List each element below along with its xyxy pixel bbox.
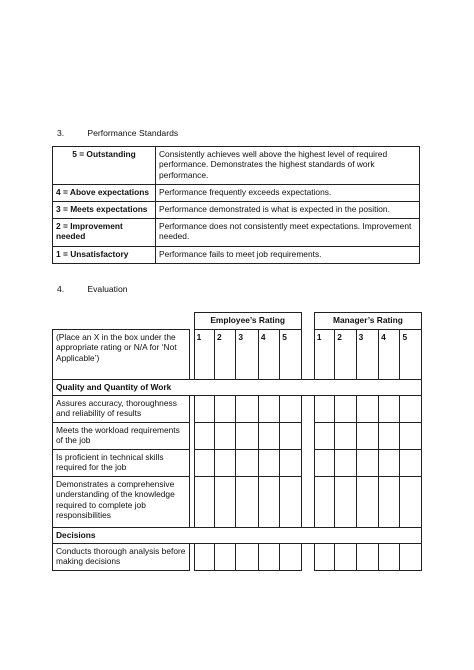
table-row [53,477,422,528]
section-3-heading [57,128,178,138]
rating-number: 5 [280,330,301,380]
section-number: 4. [57,284,65,294]
rating-cell[interactable] [194,450,214,477]
table-row [53,544,422,571]
rating-cell[interactable] [379,477,400,528]
section-header-row [53,528,422,544]
rating-cell[interactable] [258,423,279,450]
rating-cell[interactable] [356,396,378,423]
criterion-label: Meets the workload requirements of the job [53,423,190,450]
rating-cell[interactable] [400,396,422,423]
criterion-label: Conducts thorough analysis before making decisions [53,544,190,571]
rating-number: 1 [194,330,214,380]
rating-cell[interactable] [356,450,378,477]
rating-cell[interactable] [215,544,236,571]
standard-description: Performance fails to meet job requirements. [156,247,420,264]
rating-cell[interactable] [280,423,301,450]
rating-cell[interactable] [335,423,356,450]
manager-rating-header: Manager’s Rating [314,313,421,330]
table-row [53,202,420,219]
rating-cell[interactable] [314,396,334,423]
table-header-row [53,313,422,330]
rating-cell[interactable] [280,396,301,423]
rating-cell[interactable] [215,477,236,528]
section-number: 3. [57,128,65,138]
rating-cell[interactable] [236,544,258,571]
rating-cell[interactable] [258,477,279,528]
rating-cell[interactable] [194,396,214,423]
section-header-row [53,380,422,396]
rating-cell[interactable] [379,396,400,423]
rating-cell[interactable] [215,450,236,477]
criterion-label: Assures accuracy, thoroughness and reliability of results [53,396,190,423]
rating-cell[interactable] [379,544,400,571]
rating-cell[interactable] [280,450,301,477]
table-row [53,450,422,477]
rating-number: 3 [236,330,258,380]
standard-description: Performance demonstrated is what is expected in the position. [156,202,420,219]
section-title: Decisions [53,528,422,544]
table-row [53,330,422,380]
rating-cell[interactable] [258,396,279,423]
rating-cell[interactable] [258,450,279,477]
employee-rating-header: Employee’s Rating [194,313,301,330]
rating-number: 3 [356,330,378,380]
rating-number: 4 [258,330,279,380]
evaluation-table [52,312,422,571]
rating-cell[interactable] [314,423,334,450]
rating-cell[interactable] [194,477,214,528]
standard-description: Consistently achieves well above the highest level of required performance. Demonstrates the highest standards of work performance. [156,147,420,185]
standard-level: 3 = Meets expectations [53,202,156,219]
rating-cell[interactable] [356,544,378,571]
rating-cell[interactable] [356,477,378,528]
rating-cell[interactable] [335,396,356,423]
rating-cell[interactable] [335,450,356,477]
rating-cell[interactable] [215,396,236,423]
criterion-label: Demonstrates a comprehensive understanding of the knowledge required to complete job responsibilities [53,477,190,528]
rating-cell[interactable] [194,544,214,571]
table-row [53,185,420,202]
rating-cell[interactable] [379,450,400,477]
rating-cell[interactable] [400,477,422,528]
table-row [53,396,422,423]
section-title: Performance Standards [87,128,179,138]
rating-cell[interactable] [379,423,400,450]
rating-number: 4 [379,330,400,380]
rating-cell[interactable] [236,423,258,450]
rating-cell[interactable] [194,423,214,450]
table-row [53,247,420,264]
table-row [53,147,420,185]
rating-cell[interactable] [400,544,422,571]
rating-number: 1 [314,330,334,380]
instruction-text: (Place an X in the box under the appropriate rating or N/A for ‘Not Applicable’) [53,330,190,380]
standard-description: Performance frequently exceeds expectations. [156,185,420,202]
rating-number: 5 [400,330,422,380]
rating-cell[interactable] [215,423,236,450]
standard-description: Performance does not consistently meet expectations. Improvement needed. [156,219,420,247]
rating-cell[interactable] [356,423,378,450]
table-row [53,423,422,450]
table-row [53,219,420,247]
criterion-label: Is proficient in technical skills required for the job [53,450,190,477]
rating-cell[interactable] [400,450,422,477]
rating-cell[interactable] [314,544,334,571]
rating-number: 2 [335,330,356,380]
rating-cell[interactable] [236,477,258,528]
standard-level: 5 = Outstanding [53,147,156,185]
standard-level: 2 = Improvement needed [53,219,156,247]
section-title: Quality and Quantity of Work [53,380,422,396]
rating-cell[interactable] [258,544,279,571]
standard-level: 1 = Unsatisfactory [53,247,156,264]
rating-cell[interactable] [335,477,356,528]
performance-standards-table [52,146,420,264]
rating-cell[interactable] [236,396,258,423]
section-4-heading [57,284,128,294]
rating-cell[interactable] [280,544,301,571]
rating-cell[interactable] [280,477,301,528]
standard-level: 4 = Above expectations [53,185,156,202]
rating-cell[interactable] [314,477,334,528]
rating-cell[interactable] [400,423,422,450]
section-title: Evaluation [87,284,128,294]
rating-cell[interactable] [314,450,334,477]
rating-number: 2 [215,330,236,380]
rating-cell[interactable] [335,544,356,571]
rating-cell[interactable] [236,450,258,477]
